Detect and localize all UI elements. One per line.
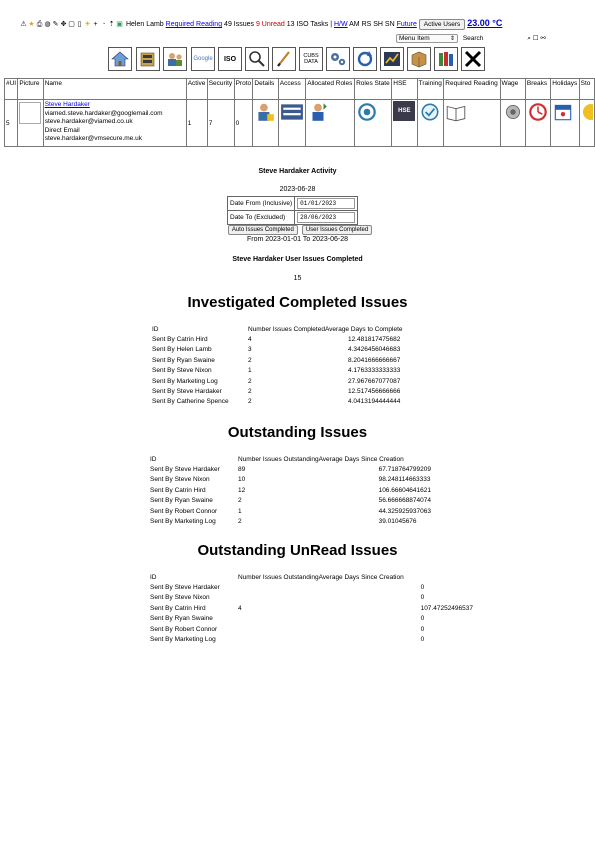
average-cell: 107.47252496537 xyxy=(420,604,473,612)
user-issues-title: Steve Hardaker User Issues Completed xyxy=(232,256,363,263)
iso-label: ISO xyxy=(223,55,237,63)
sto-icon[interactable] xyxy=(581,101,593,123)
table-header-row xyxy=(150,572,473,582)
current-user: Helen Lamb xyxy=(125,21,164,28)
activity-date: 2023-06-28 xyxy=(279,186,316,193)
box-icon[interactable] xyxy=(407,47,431,71)
table-row xyxy=(150,634,473,644)
col-header: Average Days Since Creation xyxy=(318,455,404,463)
star-icon[interactable]: ★ xyxy=(28,20,35,28)
sender-cell: Sent By Marketing Log xyxy=(150,636,216,644)
hse-cell[interactable] xyxy=(392,100,417,147)
home-icon[interactable] xyxy=(108,47,132,71)
issues-count[interactable]: 49 Issues xyxy=(224,21,255,28)
access-card-icon[interactable] xyxy=(280,101,304,123)
date-to-input[interactable]: 28/06/2023 xyxy=(297,212,355,223)
security-value: 7 xyxy=(207,100,234,147)
average-cell: 0 xyxy=(420,636,425,644)
holidays-cell[interactable] xyxy=(551,100,579,147)
required-reading-cell[interactable] xyxy=(444,100,500,147)
sender-cell: Sent By Marketing Log xyxy=(152,377,218,385)
unread-count[interactable]: 9 Unread xyxy=(255,21,285,28)
count-cell: 1 xyxy=(248,367,252,375)
holidays-icon[interactable] xyxy=(552,101,574,123)
user-table-header xyxy=(5,79,595,100)
table-row xyxy=(150,593,473,603)
activity-title: Steve Hardaker Activity xyxy=(258,168,337,175)
pen-icon[interactable]: ✎ xyxy=(52,20,59,28)
col-header: Active xyxy=(186,79,207,100)
auto-issues-completed-button[interactable]: Auto Issues Completed xyxy=(228,225,298,235)
magnifier-icon[interactable] xyxy=(245,47,269,71)
count-cell: 2 xyxy=(238,518,242,526)
sender-cell: Sent By Robert Connor xyxy=(150,625,218,633)
bulb-icon[interactable]: ☀ xyxy=(84,20,91,28)
table-row xyxy=(150,475,431,485)
books-icon[interactable] xyxy=(434,47,458,71)
table-row xyxy=(152,345,403,355)
window-icon[interactable]: ▢ xyxy=(68,20,75,28)
hse-badge[interactable]: HSE xyxy=(393,101,415,121)
count-cell xyxy=(238,582,319,592)
date-from-input[interactable]: 01/01/2023 xyxy=(297,198,355,209)
cubs-data-label: CUBS DATA xyxy=(303,53,319,65)
col-header: Proto xyxy=(234,79,253,100)
sender-cell: Sent By Catrin Hird xyxy=(150,604,206,612)
col-header: Holidays xyxy=(551,79,579,100)
date-filter-form xyxy=(227,196,358,225)
breaks-clock-icon[interactable] xyxy=(527,101,549,123)
col-header: ID xyxy=(150,455,157,463)
table-row xyxy=(152,397,403,407)
table-header-row xyxy=(152,324,403,334)
user-name-cell xyxy=(43,100,186,147)
chevron-down-icon: ⇕ xyxy=(449,36,455,42)
future-link[interactable]: Future xyxy=(396,21,417,28)
cubs-data-icon[interactable] xyxy=(299,47,323,71)
table-row xyxy=(150,464,431,474)
count-cell: 3 xyxy=(248,346,252,354)
user-table xyxy=(4,78,595,147)
date-from-label: Date From (Inclusive) xyxy=(228,197,295,211)
count-cell: 2 xyxy=(248,388,252,396)
sender-cell: Sent By Steve Hardaker xyxy=(150,584,220,592)
proto-value: 0 xyxy=(234,100,253,147)
users-icon[interactable] xyxy=(163,47,187,71)
unread-table xyxy=(150,572,473,645)
count-cell: 4 xyxy=(248,336,252,344)
breaks-cell[interactable] xyxy=(525,100,550,147)
email-3: steve.hardaker@vmsecure.me.uk xyxy=(44,135,142,142)
search-icon[interactable]: ⌕ xyxy=(527,35,531,42)
table-row xyxy=(150,624,473,634)
table-row xyxy=(152,386,403,396)
roles-state-icon[interactable] xyxy=(356,101,378,123)
average-cell: 8.2041666666667 xyxy=(347,356,401,364)
hw-link[interactable]: H/W xyxy=(333,21,348,28)
average-cell: 4.3426456046683 xyxy=(347,346,401,354)
sender-cell: Sent By Catrin Hird xyxy=(150,486,206,494)
average-cell: 0 xyxy=(420,615,425,623)
sender-cell: Sent By Marketing Log xyxy=(150,518,216,526)
outstanding-title: Outstanding Issues xyxy=(227,424,368,441)
active-users-button[interactable]: Active Users xyxy=(419,19,465,30)
count-cell xyxy=(238,634,319,644)
average-cell: 67.718764799209 xyxy=(378,466,431,474)
table-row xyxy=(150,614,473,624)
user-id: 5 xyxy=(5,100,18,147)
training-icon[interactable] xyxy=(419,101,441,123)
wage-cell[interactable] xyxy=(500,100,525,147)
sender-cell: Sent By Ryan Swaine xyxy=(150,615,213,623)
count-cell: 2 xyxy=(238,497,242,505)
globe-icon[interactable]: ◍ xyxy=(44,20,51,28)
required-reading-link[interactable]: Required Reading xyxy=(165,21,223,28)
table-row xyxy=(152,334,403,344)
sender-cell: Sent By Helen Lamb xyxy=(152,346,212,354)
table-row xyxy=(150,603,473,613)
table-row xyxy=(150,496,431,506)
sender-cell: Sent By Ryan Swaine xyxy=(152,356,215,364)
col-header: Required Reading xyxy=(444,79,500,100)
shift-codes[interactable]: AM RS SH SN xyxy=(349,21,395,28)
temperature-readout[interactable]: 23.00 °C xyxy=(467,18,503,28)
allocated-roles-cell[interactable] xyxy=(306,100,355,147)
sender-cell: Sent By Catherine Spence xyxy=(152,398,229,406)
count-cell xyxy=(238,624,319,634)
broken-image-icon xyxy=(19,102,41,124)
table-header-row xyxy=(150,454,431,464)
col-header: Breaks xyxy=(525,79,550,100)
table-row xyxy=(152,355,403,365)
user-picture xyxy=(18,100,43,147)
col-header: Name xyxy=(43,79,186,100)
direct-email-label: Direct Email xyxy=(44,126,80,134)
sender-cell: Sent By Robert Connor xyxy=(150,507,218,515)
average-cell: 106.66604641621 xyxy=(378,486,431,494)
upload-icon[interactable]: ⇡ xyxy=(108,20,115,28)
col-header: ID xyxy=(150,573,157,581)
doc-icon[interactable]: ▯ xyxy=(77,20,82,28)
email-1: viamed.steve.hardaker@googlemail.com xyxy=(44,109,163,117)
average-cell: 39.01045676 xyxy=(378,518,417,526)
move-icon[interactable]: ✥ xyxy=(60,20,67,28)
wage-icon[interactable] xyxy=(502,101,524,123)
status-bar xyxy=(20,18,595,30)
image-icon[interactable]: ▣ xyxy=(116,20,123,28)
menu-item-value: Menu Item xyxy=(399,35,430,42)
book-open-icon[interactable] xyxy=(445,101,467,123)
link-icon[interactable]: ⚯ xyxy=(540,35,546,42)
roles-user-icon[interactable] xyxy=(307,101,329,123)
email-2: steve.hardaker@viamed.co.uk xyxy=(44,118,133,125)
count-cell: 10 xyxy=(238,476,246,484)
user-details-icon[interactable] xyxy=(254,101,276,123)
outstanding-table xyxy=(150,454,431,527)
average-cell: 56.666668874074 xyxy=(378,497,431,505)
unread-title: Outstanding UnRead Issues xyxy=(197,542,398,559)
col-header: Allocated Roles xyxy=(306,79,355,100)
count-cell: 2 xyxy=(248,356,252,364)
col-header: Details xyxy=(253,79,278,100)
plus-icon[interactable]: + xyxy=(93,20,98,28)
print-icon[interactable]: ⎙ xyxy=(36,20,43,28)
average-cell: 4.1763333333333 xyxy=(347,367,401,375)
date-range-text: From 2023-01-01 To 2023-06-28 xyxy=(246,236,349,243)
table-row xyxy=(5,100,595,147)
activity-buttons xyxy=(190,225,410,235)
sender-cell: Sent By Steve Hardaker xyxy=(152,388,222,396)
search-button[interactable]: Search xyxy=(462,35,484,42)
sto-cell[interactable] xyxy=(579,100,594,147)
active-value: 1 xyxy=(186,100,207,147)
sender-cell: Sent By Steve Nixon xyxy=(152,367,212,375)
average-cell: 27.967667077087 xyxy=(347,377,401,385)
settings-icon[interactable] xyxy=(326,47,350,71)
refresh-icon[interactable] xyxy=(353,47,377,71)
close-icon[interactable] xyxy=(461,47,485,71)
sender-cell: Sent By Steve Nixon xyxy=(150,476,210,484)
date-to-label: Date To (Excluded) xyxy=(228,211,295,225)
pencil-icon[interactable] xyxy=(272,47,296,71)
count-cell: 12 xyxy=(238,486,246,494)
user-issues-count: 15 xyxy=(293,275,302,282)
table-row xyxy=(150,485,431,495)
col-header: Training xyxy=(417,79,444,100)
average-cell: 4.0413194444444 xyxy=(347,398,401,406)
user-name-link[interactable]: Steve Hardaker xyxy=(44,101,90,108)
table-row xyxy=(150,506,431,516)
col-header: Number Issues Outstanding xyxy=(238,455,319,463)
google-icon[interactable] xyxy=(191,47,215,71)
sender-cell: Sent By Steve Nixon xyxy=(150,594,210,602)
col-header: Picture xyxy=(18,79,43,100)
user-issues-completed-button[interactable]: User Issues Completed xyxy=(302,225,372,235)
table-row xyxy=(150,516,431,526)
iso-icon[interactable] xyxy=(218,47,242,71)
col-header: #UI xyxy=(5,79,18,100)
search-row xyxy=(396,34,586,45)
col-header: Roles State xyxy=(355,79,392,100)
count-cell: 89 xyxy=(238,466,246,474)
average-cell: 0 xyxy=(420,584,425,592)
col-header: Security xyxy=(207,79,234,100)
col-header: Sto xyxy=(579,79,594,100)
count-cell xyxy=(238,593,319,603)
col-header: Average Days to Complete xyxy=(324,325,403,333)
average-cell: 0 xyxy=(420,594,425,602)
count-cell: 2 xyxy=(248,398,252,406)
count-cell xyxy=(238,614,319,624)
count-cell: 1 xyxy=(238,507,242,515)
col-header: Access xyxy=(278,79,305,100)
average-cell: 98.248114663333 xyxy=(378,476,431,484)
separator: | xyxy=(330,21,333,28)
col-header: HSE xyxy=(392,79,417,100)
icon-toolbar xyxy=(108,47,490,74)
files-icon[interactable] xyxy=(136,47,160,71)
col-header: Number Issues Outstanding xyxy=(238,573,319,581)
table-row xyxy=(150,582,473,592)
table-row xyxy=(152,366,403,376)
chat-icon[interactable]: ◔ xyxy=(101,20,106,28)
table-row xyxy=(152,376,403,386)
investigated-title: Investigated Completed Issues xyxy=(187,294,408,311)
access-cell[interactable] xyxy=(278,100,305,147)
roles-state-cell[interactable] xyxy=(355,100,392,147)
col-header: Number Issues Completed xyxy=(248,325,325,333)
chart-icon[interactable] xyxy=(380,47,404,71)
warning-icon[interactable]: ⚠ xyxy=(20,20,27,28)
average-cell: 12.481817475682 xyxy=(347,336,401,344)
menu-item-select[interactable] xyxy=(396,34,458,43)
training-cell[interactable] xyxy=(417,100,444,147)
details-cell[interactable] xyxy=(253,100,278,147)
sender-cell: Sent By Ryan Swaine xyxy=(150,497,213,505)
col-header: Wage xyxy=(500,79,525,100)
edit-icon[interactable]: ☐ xyxy=(532,35,539,42)
count-cell: 2 xyxy=(248,377,252,385)
iso-tasks-count[interactable]: 13 ISO Tasks xyxy=(286,21,329,28)
col-header: ID xyxy=(152,325,159,333)
average-cell: 0 xyxy=(420,625,425,633)
col-header: Average Days Since Creation xyxy=(318,573,404,581)
sender-cell: Sent By Steve Hardaker xyxy=(150,466,220,474)
google-label: Google xyxy=(193,56,213,62)
count-cell: 4 xyxy=(238,604,242,612)
sender-cell: Sent By Catrin Hird xyxy=(152,336,208,344)
investigated-table xyxy=(152,324,403,407)
average-cell: 12.517456666666 xyxy=(347,388,401,396)
average-cell: 44.325925937063 xyxy=(378,507,431,515)
